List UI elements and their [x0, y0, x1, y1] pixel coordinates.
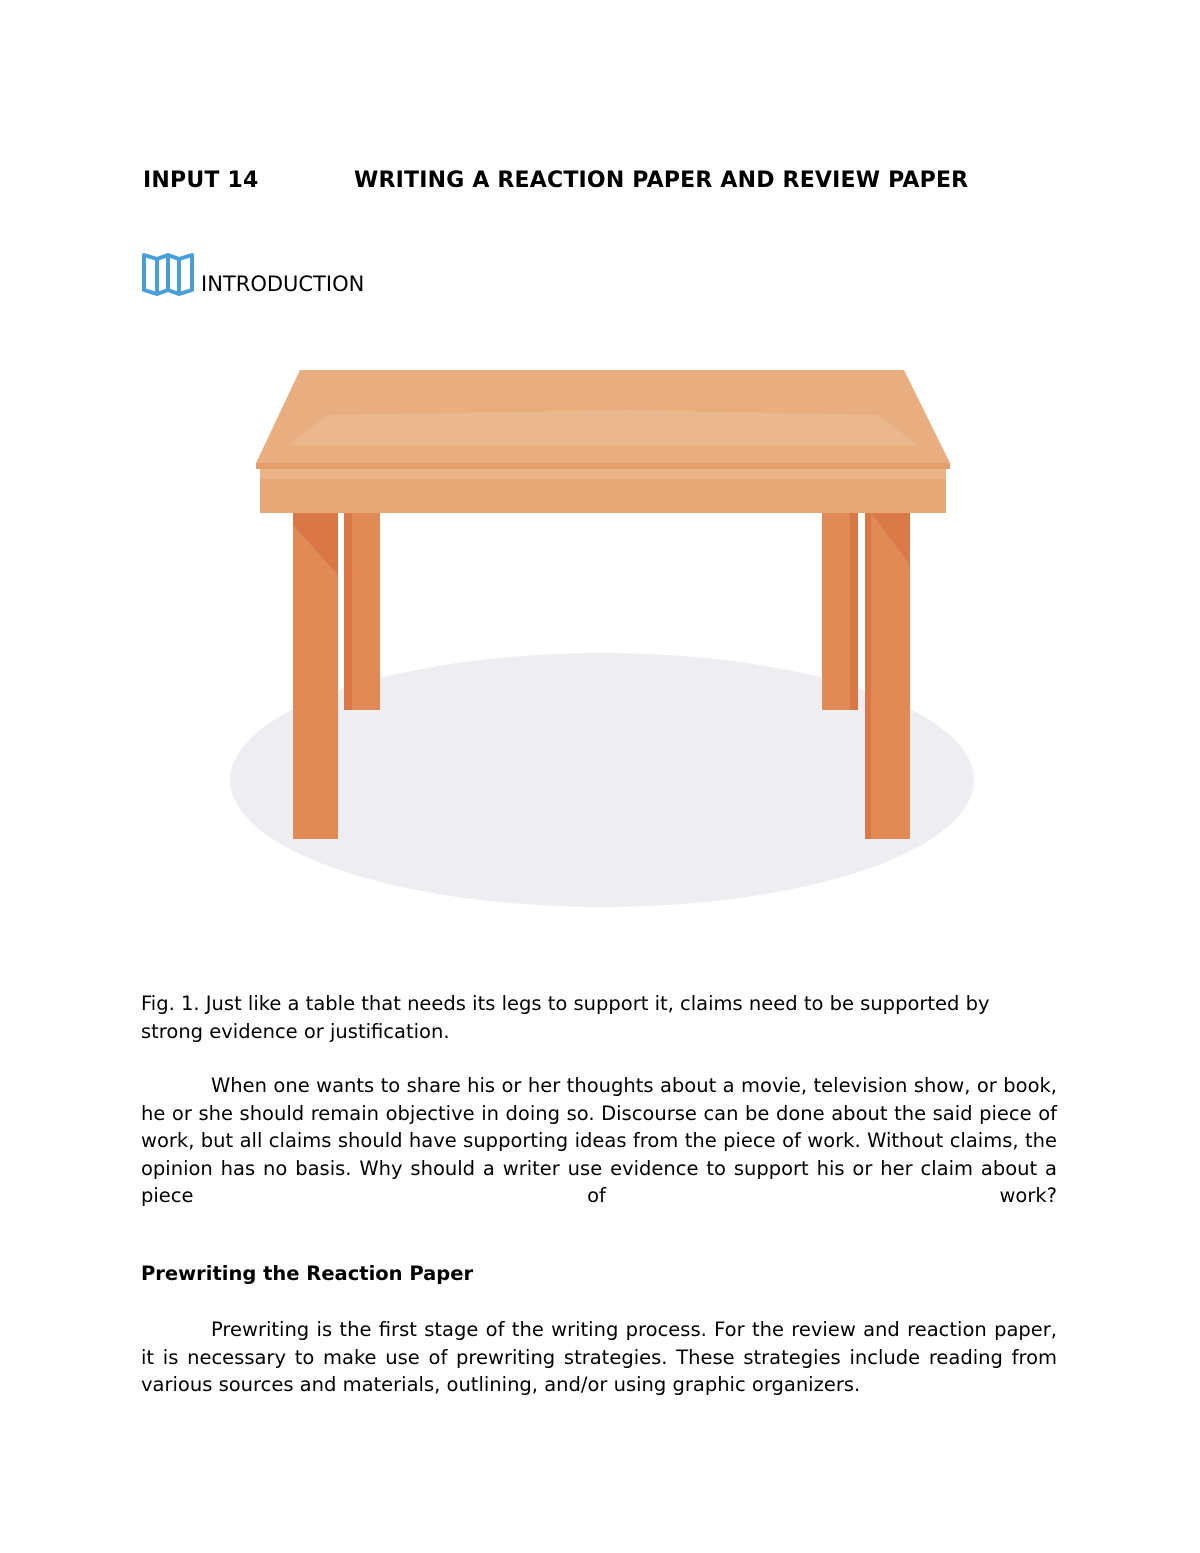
paragraph-2-text: Prewriting is the first stage of the writing process. For the review and reaction paper, it is necessary to make use of prewriting strategies. These strategies include reading from various sources and materials, outlining, and/or using graphic organizers.	[141, 1318, 1057, 1396]
figure-caption: Fig. 1. Just like a table that needs its legs to support it, claims need to be supported by strong evidence or justification.	[141, 992, 990, 1043]
input-number: INPUT 14	[143, 168, 259, 193]
book-open-icon	[141, 250, 195, 298]
introduction-label: INTRODUCTION	[201, 272, 365, 296]
back-left-leg	[344, 510, 380, 710]
section-subheading: Prewriting the Reaction Paper	[141, 1262, 474, 1285]
floor-shadow	[230, 653, 974, 907]
paragraph-1-text: When one wants to share his or her thoughts about a movie, television show, or book, he or she should remain objective in doing so. Discourse can be done about the said piece of work, but all claims should have supporting ideas from the piece of work. Without claims, the opinion has no basis. Why should a writer use evidence to support his or her claim about a piece of work?	[141, 1074, 1057, 1207]
table-top-edge	[256, 463, 950, 469]
page-title: WRITING A REACTION PAPER AND REVIEW PAPER	[354, 168, 969, 193]
body-paragraph-1	[141, 1072, 1057, 1210]
body-paragraph-2	[141, 1316, 1057, 1399]
front-right-leg	[865, 513, 910, 839]
back-right-leg	[822, 510, 858, 710]
front-left-leg	[293, 513, 338, 839]
table-illustration	[228, 365, 978, 910]
